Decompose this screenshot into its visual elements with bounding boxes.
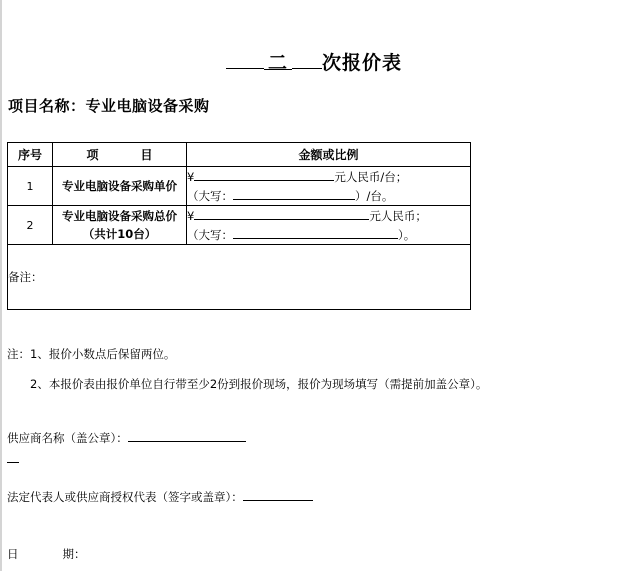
header-item-left: 项 — [86, 148, 99, 162]
amount-figure-line — [187, 167, 470, 186]
date-line — [7, 546, 86, 562]
amount-unit-text: 元人民币/台； — [334, 170, 408, 184]
date-label-right: 期： — [62, 547, 86, 561]
words-label: （大写： — [187, 228, 233, 242]
header-amount: 金额或比例 — [187, 143, 471, 167]
document-title — [226, 50, 402, 75]
project-name: 专业电脑设备采购 — [85, 97, 210, 115]
words-unit-text: ）。 — [398, 228, 416, 242]
row-item: 专业电脑设备采购单价 — [53, 167, 187, 206]
project-label: 项目名称： — [8, 97, 86, 115]
total-price-words-field[interactable] — [233, 225, 398, 239]
unit-price-figure-field[interactable] — [194, 167, 334, 181]
header-item — [53, 143, 187, 167]
header-item-right: 目 — [140, 148, 153, 162]
supplier-name-field[interactable] — [128, 428, 246, 442]
total-price-figure-field[interactable] — [194, 206, 369, 220]
row-amount — [187, 206, 471, 245]
table-row — [8, 206, 471, 245]
note-2: 2、本报价表由报价单位自行带至少2份到报价现场，报价为现场填写（需提前加盖公章）。 — [30, 377, 488, 391]
title-blank-left[interactable] — [226, 50, 264, 69]
amount-unit-text: 元人民币； — [369, 209, 427, 223]
unit-price-words-field[interactable] — [233, 186, 355, 200]
remark-row — [8, 245, 471, 310]
row-amount — [187, 167, 471, 206]
supplier-label: 供应商名称（盖公章）： — [7, 431, 128, 445]
representative-signature-field[interactable] — [243, 487, 313, 501]
title-text: 次报价表 — [322, 52, 403, 74]
header-no: 序号 — [8, 143, 53, 167]
yen-sign: ¥ — [187, 170, 195, 184]
amount-words-line — [187, 225, 470, 244]
title-blank-right[interactable] — [292, 50, 322, 69]
row-item: 专业电脑设备采购总价（共计10台） — [53, 206, 187, 245]
supplier-name-line — [7, 428, 246, 446]
title-round-field[interactable]: 二 — [264, 51, 292, 70]
page-left-border — [0, 0, 2, 571]
words-unit-text: ）/台。 — [355, 189, 394, 203]
separator-dash — [7, 462, 19, 463]
amount-words-line — [187, 186, 470, 205]
project-heading — [8, 96, 210, 116]
representative-label: 法定代表人或供应商授权代表（签字或盖章）： — [7, 490, 243, 504]
yen-sign: ¥ — [187, 209, 195, 223]
row-no: 2 — [8, 206, 53, 245]
words-label: （大写： — [187, 189, 233, 203]
table-row — [8, 167, 471, 206]
date-label-left: 日 — [7, 547, 19, 561]
quote-table — [7, 142, 471, 310]
table-header-row — [8, 143, 471, 167]
representative-line — [7, 487, 313, 505]
remark-cell[interactable] — [8, 245, 471, 310]
note-1: 注：1、报价小数点后保留两位。 — [7, 347, 176, 361]
remark-label: 备注： — [8, 270, 43, 284]
amount-figure-line — [187, 206, 470, 225]
row-no: 1 — [8, 167, 53, 206]
